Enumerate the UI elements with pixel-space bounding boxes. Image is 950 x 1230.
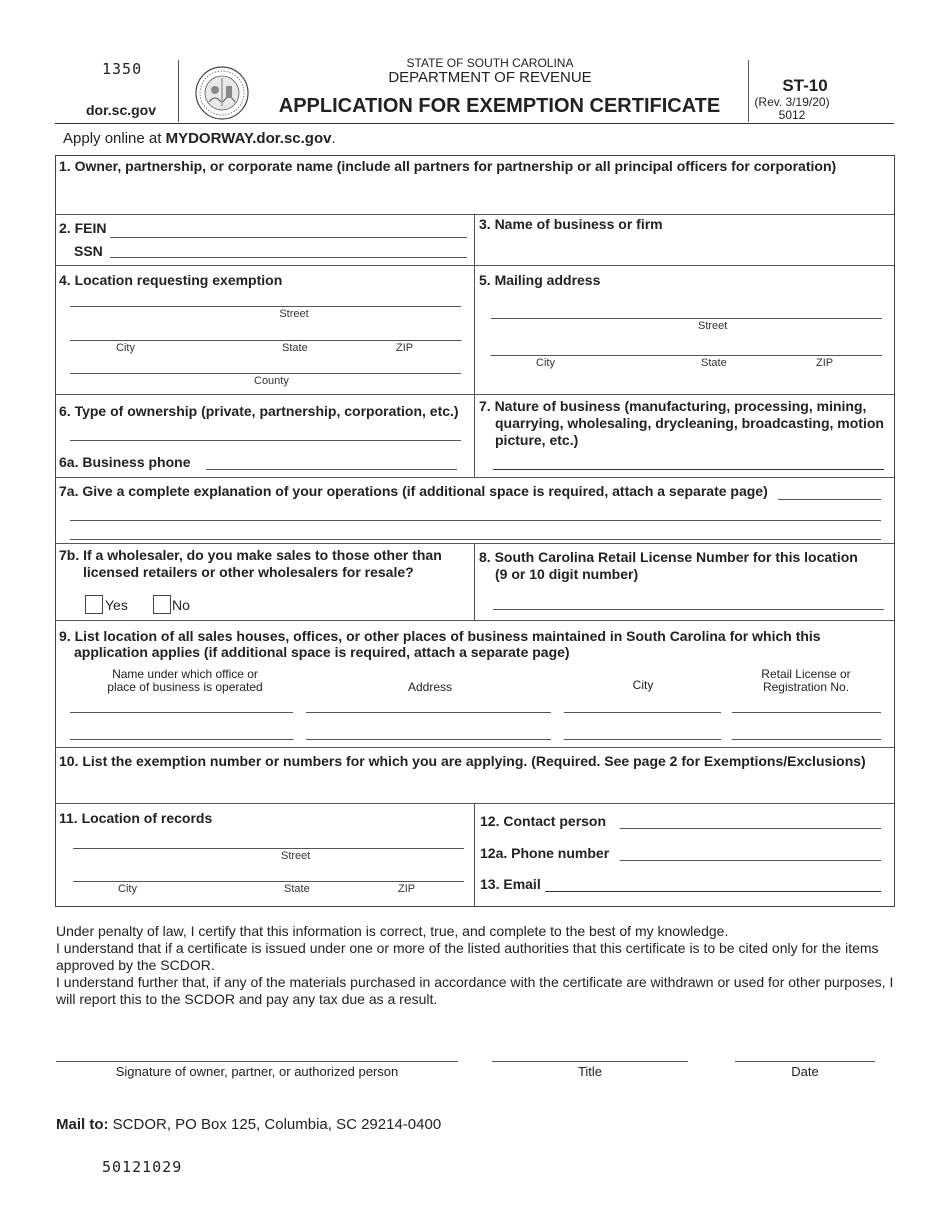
ownership-type-field[interactable]: [70, 440, 461, 441]
section-7b-label-line2: licensed retailers or other wholesalers for resale?: [83, 564, 414, 580]
retail-license-field[interactable]: [493, 609, 884, 610]
certification-text: [56, 923, 896, 1008]
website: dor.sc.gov: [86, 102, 157, 118]
signature-caption: Signature of owner, partner, or authorized person: [115, 1064, 399, 1079]
location-county-field[interactable]: [70, 373, 461, 374]
section-11-label: 11. Location of records: [59, 810, 213, 826]
city-caption: City: [116, 342, 135, 354]
s9-name-field-row2[interactable]: [70, 739, 293, 740]
apply-online: [63, 130, 336, 147]
section-1-label: 1. Owner, partnership, or corporate name (include all partners for partnership or all principal officers for corporation): [59, 158, 837, 174]
mail-to-address: SCDOR, PO Box 125, Columbia, SC 29214-0400: [112, 1116, 442, 1133]
city-caption: City: [536, 357, 555, 369]
section-5-label: 5. Mailing address: [479, 272, 601, 288]
county-caption: County: [254, 375, 289, 387]
street-caption: Street: [281, 850, 311, 862]
state-caption: State: [701, 357, 727, 369]
zip-caption: ZIP: [816, 357, 834, 369]
header-divider: [178, 60, 179, 122]
section-10-label: 10. List the exemption number or numbers for which you are applying. (Required. See page 2 for Exemptions/Exclusions): [59, 753, 866, 769]
title-caption: Title: [577, 1064, 603, 1079]
section-7a-label: 7a. Give a complete explanation of your operations (if additional space is required, attach a separate page): [59, 483, 768, 499]
operations-field-line3[interactable]: [70, 539, 881, 540]
section-8-label-line1: 8. South Carolina Retail License Number for this location: [479, 549, 858, 565]
phone-number-label: 12a. Phone number: [480, 845, 610, 861]
s9-col-name-header-line2: place of business is operated: [107, 680, 263, 694]
location-city-state-zip-field[interactable]: [70, 340, 461, 341]
no-label: No: [172, 597, 190, 613]
s9-city-field-row1[interactable]: [564, 712, 721, 713]
column-divider: [474, 803, 475, 906]
mailing-city-state-zip-field[interactable]: [491, 355, 882, 356]
exemption-numbers-field[interactable]: [60, 773, 888, 799]
section-9-label-line2: application applies (if additional space is required, attach a separate page): [74, 644, 570, 660]
mail-to-label: Mail to:: [56, 1116, 109, 1133]
date-field[interactable]: [735, 1061, 875, 1062]
business-phone-label: 6a. Business phone: [59, 454, 191, 470]
operations-field-line1[interactable]: [778, 499, 881, 500]
s9-col-address-header: Address: [407, 680, 453, 694]
s9-col-name-header-line1: Name under which office or: [112, 667, 258, 681]
operations-field-line2[interactable]: [70, 520, 881, 521]
section-7-label-line2: quarrying, wholesaling, drycleaning, broadcasting, motion: [495, 415, 884, 431]
zip-caption: ZIP: [396, 342, 414, 354]
section-7-label-line1: 7. Nature of business (manufacturing, processing, mining,: [479, 398, 867, 414]
mailing-street-field[interactable]: [491, 318, 882, 319]
records-city-state-zip-field[interactable]: [73, 881, 464, 882]
date-caption: Date: [791, 1064, 819, 1079]
s9-license-field-row1[interactable]: [732, 712, 881, 713]
state-caption: State: [284, 883, 310, 895]
s9-col-license-header-line1: Retail License or: [761, 667, 851, 681]
form-number: ST-10: [782, 76, 828, 95]
form-title: APPLICATION FOR EXEMPTION CERTIFICATE: [278, 95, 721, 117]
s9-address-field-row2[interactable]: [306, 739, 551, 740]
fein-field[interactable]: [110, 237, 467, 238]
contact-person-label: 12. Contact person: [480, 813, 607, 829]
apply-online-suffix: .: [331, 130, 336, 147]
s9-col-license-header-line2: Registration No.: [762, 680, 850, 694]
section-8-label-line2: (9 or 10 digit number): [495, 566, 639, 582]
signature-field[interactable]: [56, 1061, 458, 1062]
section-7b-label-line1: 7b. If a wholesaler, do you make sales to those other than: [59, 547, 442, 563]
section-7-label-line3: picture, etc.): [495, 432, 579, 448]
wholesaler-no-checkbox[interactable]: [153, 595, 171, 614]
apply-online-prefix: Apply online at: [63, 130, 166, 147]
street-caption: Street: [279, 308, 309, 320]
certification-p1: Under penalty of law, I certify that this information is correct, true, and complete to the best of my knowledge.: [56, 923, 729, 939]
nature-of-business-field[interactable]: [493, 469, 884, 470]
form-revision: (Rev. 3/19/20): [754, 95, 830, 109]
contact-person-field[interactable]: [620, 828, 881, 829]
wholesaler-yes-checkbox[interactable]: [85, 595, 103, 614]
section-9-label-line1: 9. List location of all sales houses, offices, or other places of business maintained in South Carolina for which this: [59, 628, 821, 644]
ssn-field[interactable]: [110, 257, 467, 258]
phone-number-field[interactable]: [620, 860, 881, 861]
s9-address-field-row1[interactable]: [306, 712, 551, 713]
state-name: STATE OF SOUTH CAROLINA: [406, 56, 574, 70]
certification-p2: I understand that if a certificate is issued under one or more of the listed authorities that this certificate is to be cited only for the items approved by the SCDOR.: [56, 940, 879, 973]
column-divider: [474, 214, 475, 478]
business-phone-field[interactable]: [206, 469, 457, 470]
records-street-field[interactable]: [73, 848, 464, 849]
apply-online-link[interactable]: MYDORWAY.dor.sc.gov: [165, 130, 332, 147]
column-divider: [474, 543, 475, 620]
yes-label: Yes: [105, 597, 128, 613]
ssn-label: SSN: [74, 243, 103, 259]
section-6-label: 6. Type of ownership (private, partnership, corporation, etc.): [59, 403, 459, 419]
header-rule: [55, 123, 894, 124]
state-seal-icon: [195, 66, 249, 120]
s9-city-field-row2[interactable]: [564, 739, 721, 740]
s9-col-city-header: City: [632, 678, 654, 692]
business-name-field[interactable]: [480, 236, 885, 260]
mail-to: [56, 1116, 441, 1133]
department-name: DEPARTMENT OF REVENUE: [388, 69, 592, 86]
row-divider: [55, 747, 894, 748]
zip-caption: ZIP: [398, 883, 416, 895]
fein-label: 2. FEIN: [59, 220, 107, 236]
certification-p3: I understand further that, if any of the materials purchased in accordance with the certificate are withdrawn or used for other purposes, I will report this to the SCDOR and pay any tax due as a result.: [56, 974, 894, 1007]
footer-code: 50121029: [102, 1158, 183, 1176]
s9-license-field-row2[interactable]: [732, 739, 881, 740]
form-id: 5012: [778, 108, 806, 122]
form-code: 1350: [102, 60, 143, 78]
s9-name-field-row1[interactable]: [70, 712, 293, 713]
city-caption: City: [118, 883, 137, 895]
email-field[interactable]: [545, 891, 881, 892]
row-divider: [55, 620, 894, 621]
section-4-label: 4. Location requesting exemption: [59, 272, 283, 288]
location-street-field[interactable]: [70, 306, 461, 307]
section-3-label: 3. Name of business or firm: [479, 216, 663, 232]
title-field[interactable]: [492, 1061, 688, 1062]
email-label: 13. Email: [480, 876, 541, 892]
state-caption: State: [282, 342, 308, 354]
street-caption: Street: [698, 320, 728, 332]
